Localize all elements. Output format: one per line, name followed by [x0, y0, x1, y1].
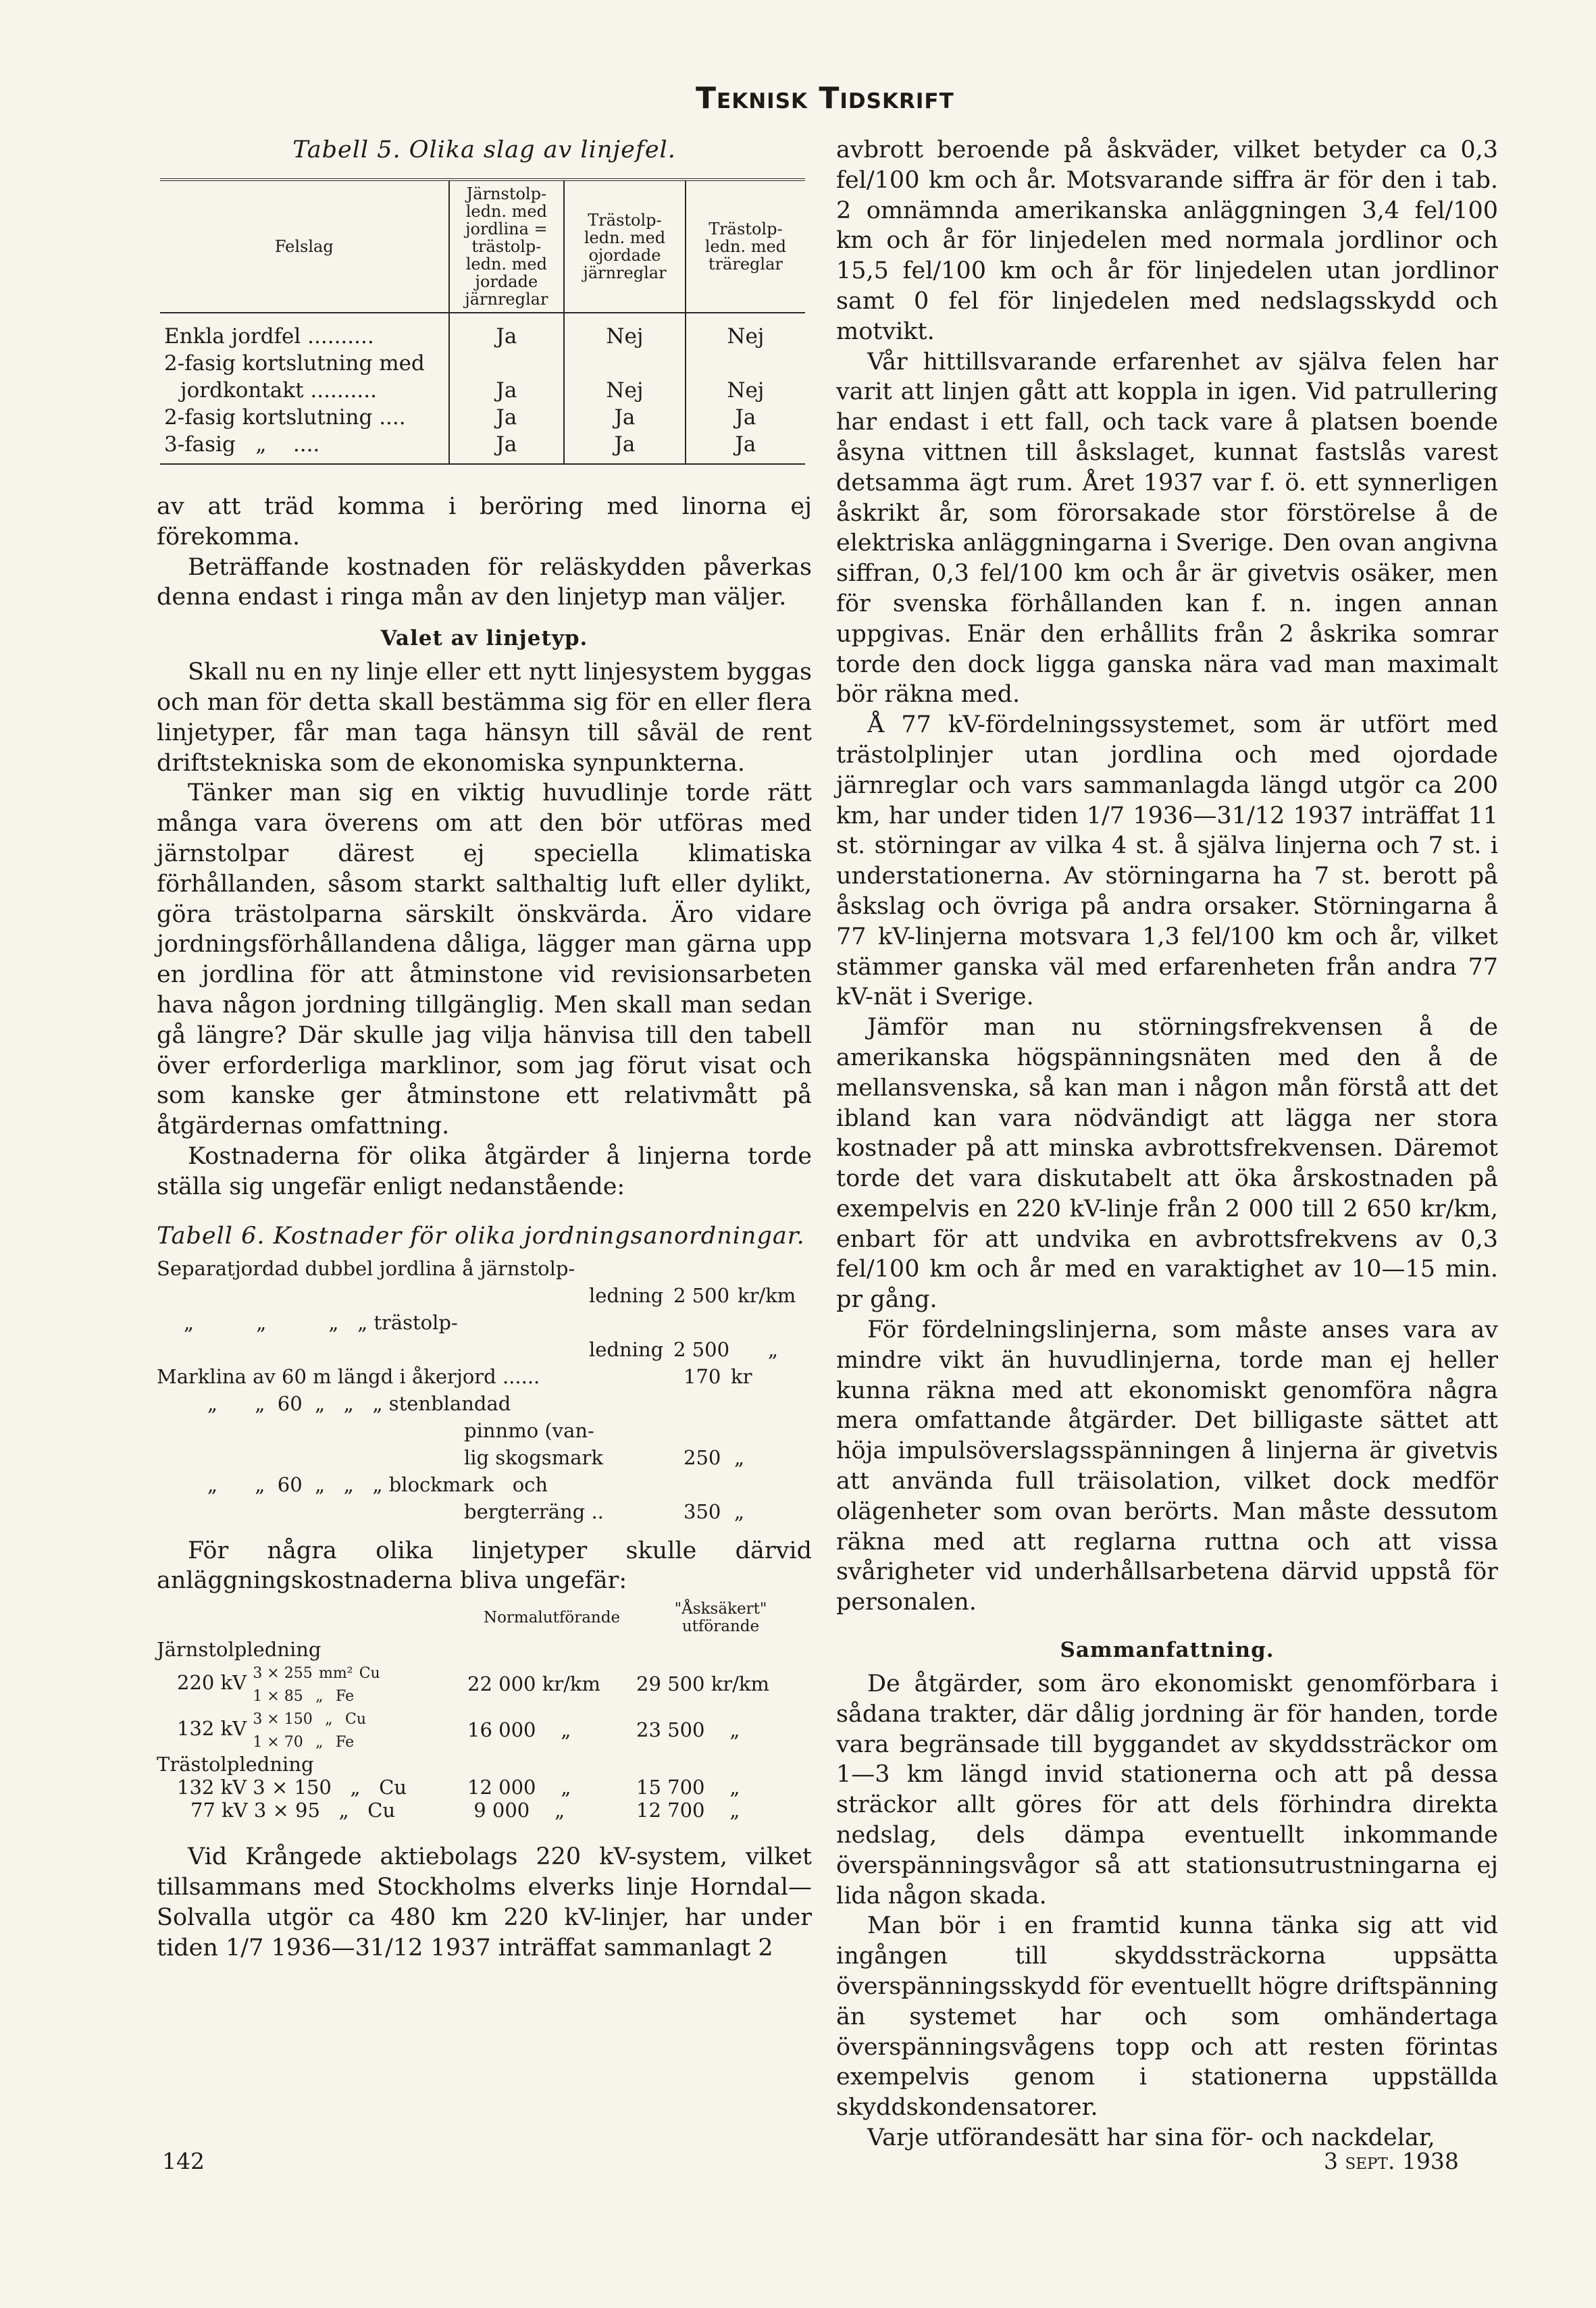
table-row: [160, 313, 805, 350]
row-dots: ..........: [303, 378, 377, 403]
table-row: [160, 350, 805, 377]
row-label: 2-fasig kortslutning: [164, 405, 373, 430]
table-row: [160, 377, 805, 404]
paragraph: Vår hittillsvarande erfarenhet av själva felen har varit att linjen gått att koppla in igen. Vid patrullering har endast i ett fall, och tack vare å platsen boende åsyna vittnen till åskslaget, kunnat fastslås varest detsamma ägt rum. Året 1937 var f. ö. ett synnerligen åskrikt år, som förorsakade stor förstörelse å de elektriska anläggningarna i Sverige. Den ovan angivna siffran, 0,3 fel/100 km och år är givetvis osäker, men för svenska förhållanden kan f. n. ingen annan uppgivas. Enär den erhållits från 2 åskrika somrar torde den dock ligga ganska nära vad man maximalt bör räkna med.: [836, 348, 1498, 709]
table6-line: ledning 2 500 „: [589, 1337, 779, 1361]
left-column: [157, 128, 812, 1963]
table-row: 220 kV 3 × 255 mm² Cu 1 × 85 „ Fe 22 000 kr/km 29 500 kr/km: [177, 1665, 769, 1706]
paragraph: För några olika linjetyper skulle därvid anläggningskostnaderna bliva ungefär:: [157, 1537, 812, 1595]
cell: Ja: [686, 404, 805, 431]
cell: Ja: [564, 404, 686, 431]
table-row: 132 kV 3 × 150 „ Cu 1 × 70 „ Fe 16 000 „ 23 500 „: [177, 1711, 740, 1751]
right-column: [836, 135, 1498, 2153]
table6-line: „ „ 60 „ „ „ stenblandad: [207, 1391, 511, 1415]
cell: Nej: [686, 313, 805, 350]
cell: Ja: [449, 377, 565, 404]
paragraph: Å 77 kV-fördelningssystemet, som är utfört med trästolplinjer utan jordlina och med ojordade järnreglar och vars sammanlagda längd utgör ca 200 km, har under tiden 1/7 1936—31/12 1937 inträffat 11 st. störningar av vilka 4 st. å själva linjerna och 7 st. i understationerna. Av störningarna ha 7 st. berott på åskslag och övriga på andra orsaker. Störningarna å 77 kV-linjerna motsvara 1,3 fel/100 km och år, vilket stämmer ganska väl med erfarenheten från andra 77 kV-nät i Sverige.: [836, 711, 1498, 1011]
row-label: 3-fasig: [164, 432, 236, 457]
cell: Ja: [449, 404, 565, 431]
paragraph: Beträffande kostnaden för reläskydden påverkas denna endast i ringa mån av den linjetyp man väljer.: [157, 553, 812, 611]
paragraph: Skall nu en ny linje eller ett nytt linjesystem byggas och man för detta skall bestämma sig för en eller flera linjetyper, får man taga hänsyn till såväl de rent driftstekniska som de ekonomiska synpunkterna.: [157, 659, 812, 777]
cell: Ja: [564, 431, 686, 464]
table6-line: ledning 2 500 kr/km: [589, 1283, 796, 1307]
table7-header-normal: Normalutförande: [483, 1609, 621, 1627]
table6-line: lig skogsmark 250 „: [464, 1445, 745, 1469]
table7-header-asksakert: "Åsksäkert" utförande: [674, 1600, 767, 1636]
row-label: 2-fasig kortslutning med: [164, 351, 425, 376]
table5-header-row: [160, 180, 805, 313]
paragraph: Varje utförandesätt har sina för- och nackdelar,: [867, 2124, 1435, 2151]
paragraph: De åtgärder, som äro ekonomiskt genomförbara i sådana trakter, där dålig jordning är för handen, torde vara begränsade till byggandet av skyddssträckor om 1—3 km längd invid stationerna och att på dessa sträckor allt göres för att dels förhindra direkta nedslag, dels dämpa eventuellt inkommande överspänningsvågor så att stationsutrustningarna ej lida någon skada.: [836, 1670, 1498, 1909]
paragraph: Vid Krångede aktiebolags 220 kV-system, vilket tillsammans med Stockholms elverks linje Horndal—Solvalla utgör ca 480 km 220 kV-linjer, har under tiden 1/7 1936—31/12 1937 inträffat sammanlagt 2: [157, 1843, 812, 1961]
cell: Nej: [686, 377, 805, 404]
journal-header: Teknisk Tidskrift: [696, 81, 954, 116]
table6-caption: Tabell 6. Kostnader för olika jordningsanordningar.: [157, 1222, 805, 1250]
table-row: 77 kV 3 × 95 „ Cu 9 000 „ 12 700 „: [190, 1799, 740, 1822]
table6: [157, 1255, 812, 1525]
table5-caption: Tabell 5. Olika slag av linjefel.: [292, 136, 676, 163]
paragraph: avbrott beroende på åskväder, vilket betyder ca 0,3 fel/100 km och år. Motsvarande siffra är för den i tab. 2 omnämnda amerikanska anläggningen 3,4 fel/100 km och år för linjedelen med normala jordlinor och 15,5 fel/100 km och år för linjedelen utan jordlinor samt 0 fel för linjedelen med nedslagsskydd och motvikt.: [836, 136, 1498, 345]
paragraph: Jämför man nu störningsfrekvensen å de amerikanska högspänningsnäten med den å de mellansvenska, så kan man i någon mån förstå att det ibland kan vara nödvändigt att lägga ner stora kostnader på att minska avbrottsfrekvensen. Däremot torde det vara diskutabelt att öka årskostnaden på exempelvis en 220 kV-linje från 2 000 till 2 650 kr/km, enbart för att undvika en avbrottsfrekvens av 0,3 fel/100 km och år med en varaktighet av 10—15 min. pr gång.: [836, 1014, 1498, 1314]
table6-line: „ „ „ „ trästolp-: [184, 1310, 458, 1334]
cell: Nej: [564, 377, 686, 404]
table7: [157, 1600, 805, 1822]
row-dots: „ ....: [235, 432, 320, 457]
section-heading: Sammanfattning.: [1060, 1638, 1275, 1663]
paragraph: av att träd komma i beröring med linorna ej förekomma.: [157, 493, 812, 550]
cell: Ja: [449, 313, 565, 350]
table7-group: Trästolpledning: [157, 1753, 314, 1776]
table6-line: bergterräng .. 350 „: [464, 1499, 745, 1523]
table-row: [160, 404, 805, 431]
paragraph: Kostnaderna för olika åtgärder å linjerna torde ställa sig ungefär enligt nedanstående:: [157, 1142, 812, 1200]
table-row: 132 kV 3 × 150 „ Cu 12 000 „ 15 700 „: [177, 1776, 740, 1799]
table5-header-col2: Trästolp-ledn. med ojordade järnreglar: [564, 180, 686, 313]
section-heading: Valet av linjetyp.: [380, 626, 588, 651]
row-dots: ....: [372, 405, 406, 430]
table6-line: „ „ 60 „ „ „ blockmark och: [207, 1472, 548, 1496]
cell: Nej: [564, 313, 686, 350]
table6-line: Marklina av 60 m längd i åkerjord ...... 170 kr: [157, 1364, 752, 1388]
table5-header-felslag: Felslag: [274, 237, 334, 256]
table5: [160, 178, 805, 465]
paragraph: Tänker man sig en viktig huvudlinje torde rätt många vara överens om att den bör utföras med järnstolpar därest ej speciella klimatiska förhållanden, såsom starkt salthaltig luft eller dylikt, göra trästolparna särskilt önskvärda. Äro vidare jordningsförhållandena dåliga, lägger man gärna upp en jordlina för att åtminstone vid revisionsarbeten hava någon jordning tillgänglig. Men skall man sedan gå längre? Där skulle jag vilja hänvisa till den tabell över erforderliga marklinor, som jag förut visat och som kanske ger åtminstone ett relativmått på åtgärdernas omfattning.: [157, 779, 812, 1140]
row-dots: ..........: [301, 324, 374, 349]
table5-header-col1: Järnstolp-ledn. med jordlina = trästolp-ledn. med jordade järnreglar: [449, 180, 565, 313]
paragraph: För fördelningslinjerna, som måste anses vara av mindre vikt än huvudlinjerna, torde man ej heller kunna räkna med att ekonomiskt genomföra några mera omfattande åtgärder. Det billigaste sättet att höja impulsöverslagsspänningen å linjerna är givetvis att använda full träisolation, vilket dock medför olägenheter som ovan berörts. Man måste dessutom räkna med att reglarna ruttna och att vissa svårigheter vid underhållsarbetena därvid uppstå för personalen.: [836, 1316, 1498, 1616]
table5-header-col3: Trästolp-ledn. med träreglar: [686, 180, 805, 313]
page-number: 142: [162, 2148, 205, 2174]
cell: Ja: [449, 431, 565, 464]
table7-group: Järnstolpledning: [157, 1638, 321, 1662]
row-label: jordkontakt: [180, 378, 304, 403]
table-row: [160, 431, 805, 464]
table6-line: pinnmo (van-: [464, 1418, 594, 1442]
table6-line: Separatjordad dubbel jordlina å järnstolp-: [157, 1256, 575, 1280]
paragraph: Man bör i en framtid kunna tänka sig att vid ingången till skyddssträckorna uppsätta överspänningsskydd för eventuellt högre driftspänning än systemet har och som omhändertaga överspänningsvågens topp och att resten förintas exempelvis genom i stationerna uppställda skyddskondensatorer.: [836, 1912, 1498, 2122]
row-label: Enkla jordfel: [164, 324, 301, 349]
cell: Ja: [686, 431, 805, 464]
issue-date: 3 sept. 1938: [1324, 2148, 1459, 2174]
